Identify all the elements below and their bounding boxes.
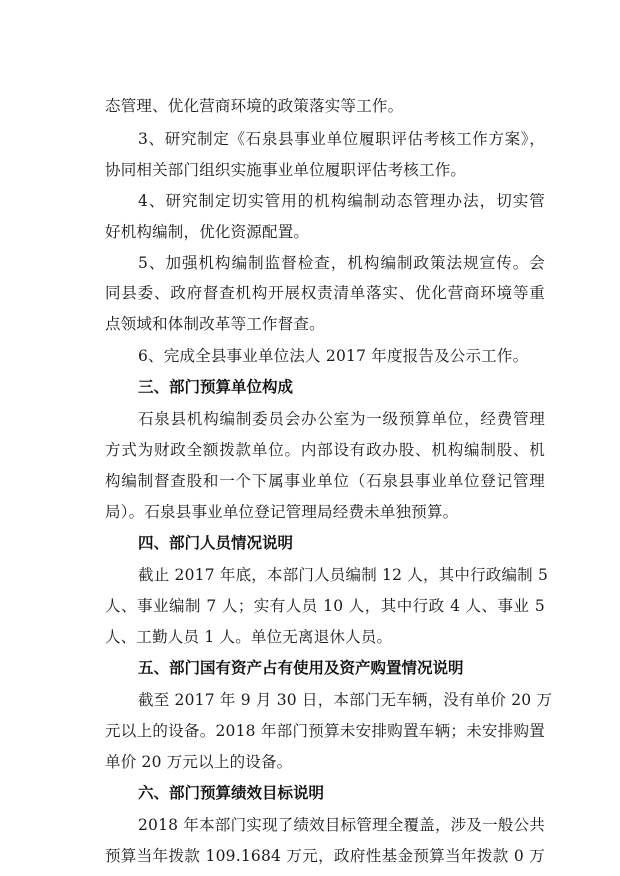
body-line: 6、完成全县事业单位法人 2017 年度报告及公示工作。 <box>138 347 529 365</box>
section-heading: 五、部门国有资产占有使用及资产购置情况说明 <box>138 659 464 677</box>
body-line: 石泉县机构编制委员会办公室为一级预算单位，经费管理 <box>138 410 545 428</box>
body-line: 同县委、政府督查机构开展权责清单落实、优化营商环境等重 <box>105 284 545 302</box>
body-line: 构编制督查股和一个下属事业单位（石泉县事业单位登记管理 <box>105 472 545 490</box>
section-heading: 四、部门人员情况说明 <box>138 534 294 552</box>
section-heading: 六、部门预算绩效目标说明 <box>138 784 325 802</box>
body-line: 单价 20 万元以上的设备。 <box>105 753 293 771</box>
body-line: 截至 2017 年 9 月 30 日，本部门无车辆，没有单价 20 万 <box>138 691 553 709</box>
body-line: 4、研究制定切实管用的机构编制动态管理办法，切实管 <box>138 192 545 210</box>
body-line: 方式为财政全额拨款单位。内部设有政办股、机构编制股、机 <box>105 441 545 459</box>
body-line: 3、研究制定《石泉县事业单位履职评估考核工作方案》， <box>138 130 545 148</box>
body-line: 好机构编制，优化资源配置。 <box>105 223 310 241</box>
body-line: 2018 年本部门实现了绩效目标管理全覆盖，涉及一般公共 <box>138 816 545 834</box>
body-line: 人、事业编制 7 人；实有人员 10 人，其中行政 4 人、事业 5 <box>105 597 545 615</box>
body-line: 预算当年拨款 109.1684 万元，政府性基金预算当年拨款 0 万 <box>105 847 545 865</box>
body-line: 截止 2017 年底，本部门人员编制 12 人，其中行政编制 5 <box>138 566 549 584</box>
body-line: 局）。石泉县事业单位登记管理局经费未单独预算。 <box>105 503 459 521</box>
body-line: 协同相关部门组织实施事业单位履职评估考核工作。 <box>105 161 467 179</box>
section-heading: 三、部门预算单位构成 <box>138 378 294 396</box>
body-line: 元以上的设备。2018 年部门预算未安排购置车辆；未安排购置 <box>105 722 545 740</box>
body-line: 态管理、优化营商环境的政策落实等工作。 <box>105 97 404 115</box>
body-line: 5、加强机构编制监督检查，机构编制政策法规宣传。会 <box>138 254 545 272</box>
body-line: 点领域和体制改革等工作督查。 <box>105 315 325 333</box>
body-line: 人、工勤人员 1 人。单位无离退休人员。 <box>105 628 393 646</box>
